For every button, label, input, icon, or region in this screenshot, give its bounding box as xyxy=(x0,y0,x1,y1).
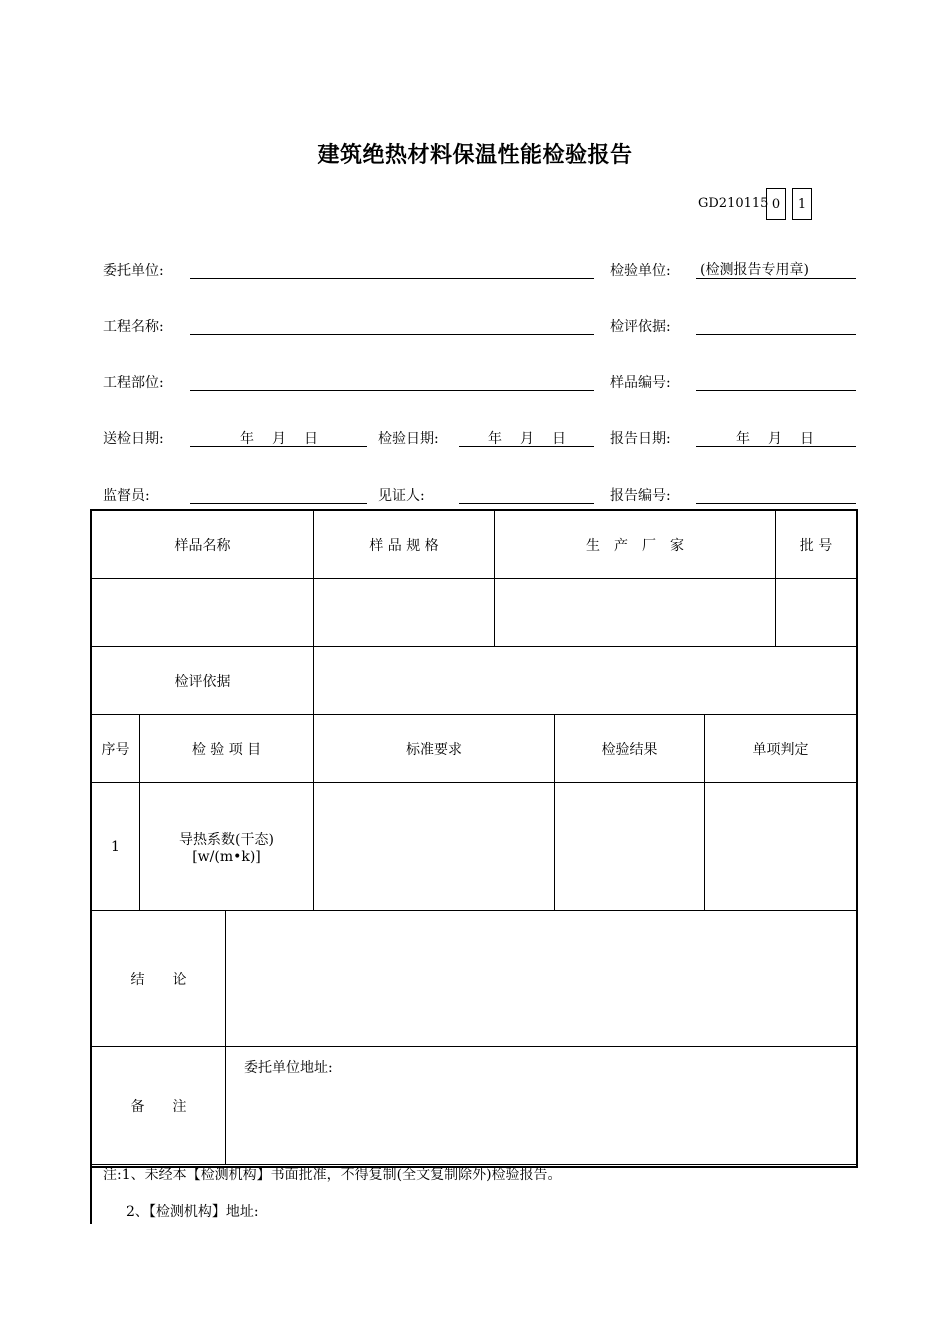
note-2: 2、【检测机构】地址: xyxy=(126,1204,259,1220)
send-date-month: 月 xyxy=(272,431,286,447)
report-date-label: 报告日期: xyxy=(610,431,671,447)
row1-item xyxy=(140,783,314,911)
row1-seq: 1 xyxy=(92,783,140,911)
send-date-label: 送检日期: xyxy=(103,431,164,447)
report-title: 建筑绝热材料保温性能检验报告 xyxy=(317,143,633,168)
code-box-1: 0 xyxy=(766,188,786,220)
batch-no-header: 批 号 xyxy=(776,511,857,579)
client-address-label: 委托单位地址: xyxy=(244,1060,333,1076)
project-part-field[interactable] xyxy=(190,390,594,391)
manufacturer-header: 生 产 厂 家 xyxy=(495,511,776,579)
note-1: 注:1、未经本【检测机构】书面批准，不得复制(全文复制除外)检验报告。 xyxy=(103,1167,562,1183)
send-date-day: 日 xyxy=(304,431,318,447)
eval-basis-cell-label: 检评依据 xyxy=(92,647,314,715)
manufacturer-cell[interactable] xyxy=(495,579,776,647)
row1-result[interactable] xyxy=(555,783,705,911)
remark-cell[interactable] xyxy=(226,1047,857,1165)
inspect-date-month: 月 xyxy=(520,431,534,447)
conclusion-row xyxy=(92,911,857,1047)
report-date-day: 日 xyxy=(800,431,814,447)
inspect-date-label: 检验日期: xyxy=(378,431,439,447)
entrust-unit-label: 委托单位: xyxy=(103,263,164,279)
eval-basis-cell-value[interactable] xyxy=(314,647,857,715)
row1-item-line1: 导热系数(干态) xyxy=(179,831,274,848)
entrust-unit-field[interactable] xyxy=(190,278,594,279)
sample-no-label: 样品编号: xyxy=(610,375,671,391)
send-date-year: 年 xyxy=(240,431,254,447)
report-code: GD210115 xyxy=(698,196,769,211)
remark-label: 备 注 xyxy=(92,1047,226,1165)
standard-header: 标准要求 xyxy=(314,715,555,783)
sample-info-row xyxy=(92,579,857,647)
supervisor-label: 监督员: xyxy=(103,488,150,504)
eval-basis-row xyxy=(92,647,857,715)
left-margin-line xyxy=(90,1166,92,1224)
sample-spec-header: 样 品 规 格 xyxy=(314,511,495,579)
report-table xyxy=(91,510,857,1165)
inspect-unit-value: (检测报告专用章) xyxy=(700,262,809,278)
report-date-month: 月 xyxy=(768,431,782,447)
row1-item-line2: [w/(m•k)] xyxy=(192,848,261,865)
table-header-row xyxy=(92,511,857,579)
witness-label: 见证人: xyxy=(378,488,425,504)
sample-spec-cell[interactable] xyxy=(314,579,495,647)
items-header-row xyxy=(92,715,857,783)
report-no-field[interactable] xyxy=(696,503,856,504)
project-name-label: 工程名称: xyxy=(103,319,164,335)
conclusion-label: 结 论 xyxy=(92,911,226,1047)
project-name-field[interactable] xyxy=(190,334,594,335)
witness-field[interactable] xyxy=(459,503,594,504)
seq-header: 序号 xyxy=(92,715,140,783)
code-box-2: 1 xyxy=(792,188,812,220)
project-part-label: 工程部位: xyxy=(103,375,164,391)
item-header: 检 验 项 目 xyxy=(140,715,314,783)
report-no-label: 报告编号: xyxy=(610,488,671,504)
result-header: 检验结果 xyxy=(555,715,705,783)
row1-standard[interactable] xyxy=(314,783,555,911)
inspect-unit-label: 检验单位: xyxy=(610,263,671,279)
sample-name-header: 样品名称 xyxy=(92,511,314,579)
batch-no-cell[interactable] xyxy=(776,579,857,647)
row1-judgement[interactable] xyxy=(705,783,857,911)
eval-basis-label: 检评依据: xyxy=(610,319,671,335)
sample-no-field[interactable] xyxy=(696,390,856,391)
sample-name-cell[interactable] xyxy=(92,579,314,647)
report-date-year: 年 xyxy=(736,431,750,447)
remark-row xyxy=(92,1047,857,1165)
inspect-date-year: 年 xyxy=(488,431,502,447)
judgement-header: 单项判定 xyxy=(705,715,857,783)
inspect-date-day: 日 xyxy=(552,431,566,447)
eval-basis-field[interactable] xyxy=(696,334,856,335)
conclusion-cell[interactable] xyxy=(226,911,857,1047)
table-row xyxy=(92,783,857,911)
supervisor-field[interactable] xyxy=(190,503,367,504)
